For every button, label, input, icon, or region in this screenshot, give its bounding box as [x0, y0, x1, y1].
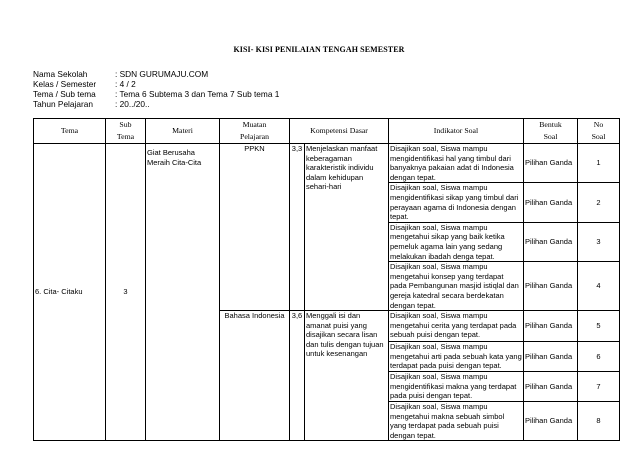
header-materi: Materi — [146, 119, 220, 144]
info-row-year — [33, 99, 279, 109]
cell-indikator: Disajikan soal, Siswa mampu mengidentifikasi makna yang terdapat pada puisi dengan tepat. — [389, 372, 524, 402]
header-muatan: Muatan Pelajaran — [220, 119, 290, 144]
cell-bentuk: Pilihan Ganda — [524, 262, 578, 311]
header-bentuk: Bentuk Soal — [524, 119, 578, 144]
info-label: Tahun Pelajaran — [33, 99, 93, 109]
cell-no: 6 — [578, 342, 620, 372]
info-row-class — [33, 79, 279, 89]
cell-indikator: Disajikan soal, Siswa mampu mengidentifikasi hal yang timbul dari banyaknya pakaian adat di Indonesia dengan tepat. — [389, 144, 524, 183]
cell-indikator: Disajikan soal, Siswa mampu mengetahui arti pada sebuah kata yang terdapat pada puisi dengan tepat. — [390, 342, 522, 371]
info-value: : Tema 6 Subtema 3 dan Tema 7 Sub tema 1 — [115, 89, 280, 99]
cell-indikator: Disajikan soal, Siswa mampu mengetahui sikap yang baik ketika pemeluk agama lain yang sedang melakukan ibadah denga tepat. — [389, 222, 524, 261]
header-no: No Soal — [578, 119, 620, 144]
cell-bentuk: Pilihan Ganda — [524, 342, 578, 372]
cell-bentuk: Pilihan Ganda — [524, 144, 578, 183]
info-value: : SDN GURUMAJU.COM — [115, 69, 209, 79]
cell-kd: Menggali isi dan amanat puisi yang disajikan secara lisan dan tulis dengan tujuan untuk kesenangan — [305, 311, 389, 441]
cell-indikator: Disajikan soal, Siswa mampu mengidentifikasi sikap yang timbul dari perayaan agama di Indonesia dengan tepat. — [389, 183, 524, 222]
cell-materi: Giat Berusaha Meraih Cita-Cita — [146, 144, 220, 441]
cell-no: 3 — [578, 222, 620, 261]
cell-mapel: Bahasa Indonesia — [220, 311, 290, 441]
cell-mapel: PPKN — [220, 144, 290, 311]
grid-table — [33, 118, 620, 441]
cell-indikator: Disajikan soal, Siswa mampu mengetahui makna sebuah simbol yang terdapat pada sebuah puisi dengan tepat. — [389, 402, 524, 441]
info-label: Kelas / Semester — [33, 79, 97, 89]
info-row-school — [33, 69, 279, 79]
document-title: KISI- KISI PENILAIAN TENGAH SEMESTER — [233, 45, 405, 54]
cell-indikator: Disajikan soal, Siswa mampu mengetahui cerita yang terdapat pada sebuah puisi dengan tepat. — [389, 311, 524, 342]
cell-no: 8 — [578, 402, 620, 441]
identity-block — [33, 69, 279, 109]
header-tema: Tema — [34, 119, 106, 144]
header-subtema: Sub Tema — [106, 119, 146, 144]
cell-bentuk: Pilihan Ganda — [524, 402, 578, 441]
cell-kd-no: 3,3 — [290, 144, 305, 311]
cell-bentuk: Pilihan Ganda — [524, 183, 578, 222]
cell-subtema: 3 — [106, 144, 146, 441]
cell-tema: 6. Cita- Citaku — [34, 144, 106, 441]
cell-no: 2 — [578, 183, 620, 222]
info-label: Nama Sekolah — [33, 69, 88, 79]
cell-no: 7 — [578, 372, 620, 402]
header-indikator: Indikator Soal — [389, 119, 524, 144]
info-value: : 4 / 2 — [115, 79, 136, 89]
header-kd: Kompetensi Dasar — [290, 119, 389, 144]
table-row — [34, 144, 620, 183]
cell-bentuk: Pilihan Ganda — [524, 222, 578, 261]
cell-kd: Menjelaskan manfaat keberagaman karakteristik individu dalam kehidupan sehari-hari — [305, 144, 389, 311]
cell-bentuk: Pilihan Ganda — [524, 311, 578, 342]
cell-indikator: Disajikan soal, Siswa mampu mengetahui konsep yang terdapat pada Pembangunan masjid istiqlal dan gereja katedral secara berdekatan dengan tepat. — [389, 262, 524, 311]
cell-no: 1 — [578, 144, 620, 183]
info-value: : 20../20.. — [115, 99, 150, 109]
cell-no: 5 — [578, 311, 620, 342]
info-label: Tema / Sub tema — [33, 89, 96, 99]
cell-kd-no: 3,6 — [290, 311, 305, 441]
info-row-theme — [33, 89, 279, 99]
cell-no: 4 — [578, 262, 620, 311]
header-row — [34, 119, 620, 144]
cell-bentuk: Pilihan Ganda — [524, 372, 578, 402]
